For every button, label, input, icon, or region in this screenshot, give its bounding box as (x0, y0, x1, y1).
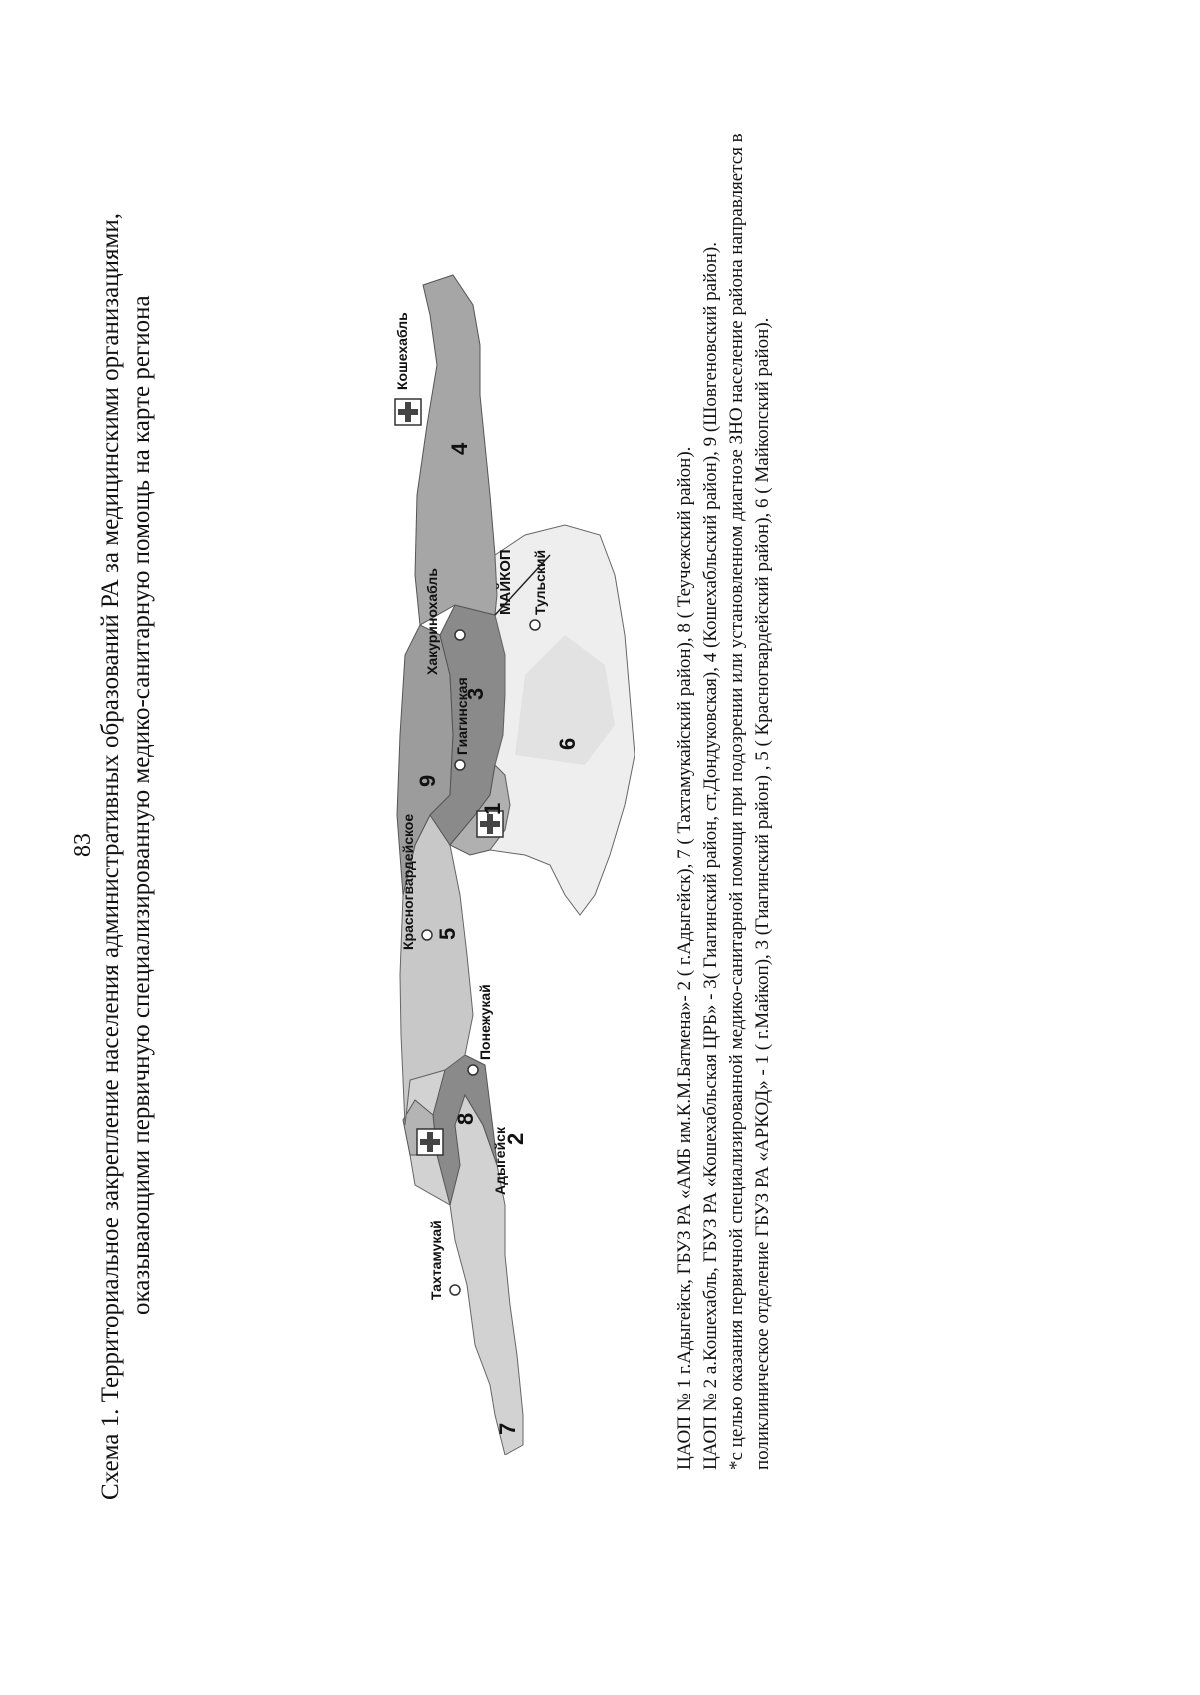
district-number-9: 9 (415, 774, 440, 787)
notes-block (672, 70, 776, 1470)
district-number-6: 6 (555, 737, 580, 750)
note-footnote: *с целью оказания первичной специализированной медико-санитарной помощи при подозрении или установленном диагнозе ЗНО население района направляется в поликлиническое отделение ГБУЗ РА «АРКОД» - 1 ( г.Майкоп), 3 (Гиагинский район) , 5 ( Красногвардейский район), 6 ( Майкопский район). (726, 133, 773, 1470)
district-number-5: 5 (435, 927, 460, 940)
settlement-krasnogvardeiskoe-dot (422, 930, 432, 940)
label-ponezhukai: Понежукай (477, 984, 493, 1060)
label-krasnogvardeiskoe: Красногвардейское (400, 813, 416, 950)
label-koshekhabl: Кошехабль (394, 312, 410, 390)
note-caop-1: ЦАОП № 1 г.Адыгейск, ГБУЗ РА «АМБ им.К.М.Батмена»- 2 ( г.Адыгейск), 7 ( Тахтамукайский район), 8 ( Теучежский район). (674, 446, 695, 1470)
label-takhtamukai: Тахтамукай (428, 1220, 444, 1300)
region-map-svg (205, 205, 635, 1455)
settlement-tulsky-dot (530, 620, 540, 630)
label-giaginskaya: Гиагинская (454, 677, 470, 755)
label-maikop: МАЙКОП (497, 549, 514, 615)
district-number-4: 4 (447, 442, 472, 455)
district-number-2: 2 (503, 1132, 528, 1145)
district-number-3: 3 (463, 687, 488, 700)
settlement-giaginskaya-dot (455, 760, 465, 770)
district-number-7: 7 (495, 1422, 520, 1435)
label-adygeisk: Адыгейск (492, 1127, 508, 1195)
settlement-ponezhukai-dot (468, 1065, 478, 1075)
page-number: 83 (70, 833, 96, 857)
district-number-1: 1 (480, 802, 505, 815)
title-line-1: Схема 1. Территориальное закрепление населения административных образований РА за медицинскими организациями, (97, 213, 124, 1500)
settlement-takhtamukai-dot (450, 1285, 460, 1295)
district-number-8: 8 (453, 1112, 478, 1125)
settlement-khakurinokhabl-dot (455, 630, 465, 640)
label-khakurinokhabl: Хакуринохабль (424, 568, 440, 675)
label-tulsky: Тульский (532, 549, 548, 615)
medical-cross-adygeisk-icon (417, 1129, 443, 1155)
title-line-2: оказывающими первичную специализированную медико-санитарную помощь на карте региона (128, 295, 155, 1315)
medical-cross-koshekhabl-icon (395, 399, 421, 425)
note-caop-2: ЦАОП № 2 а.Кошехабль, ГБУЗ РА «Кошехабльская ЦРБ» - 3( Гиагинский район, ст.Дондуковская), 4 (Кошехабльский район), 9 (Шовгеновский район). (700, 242, 721, 1470)
page-title (95, 50, 157, 1500)
region-map (205, 205, 635, 1455)
